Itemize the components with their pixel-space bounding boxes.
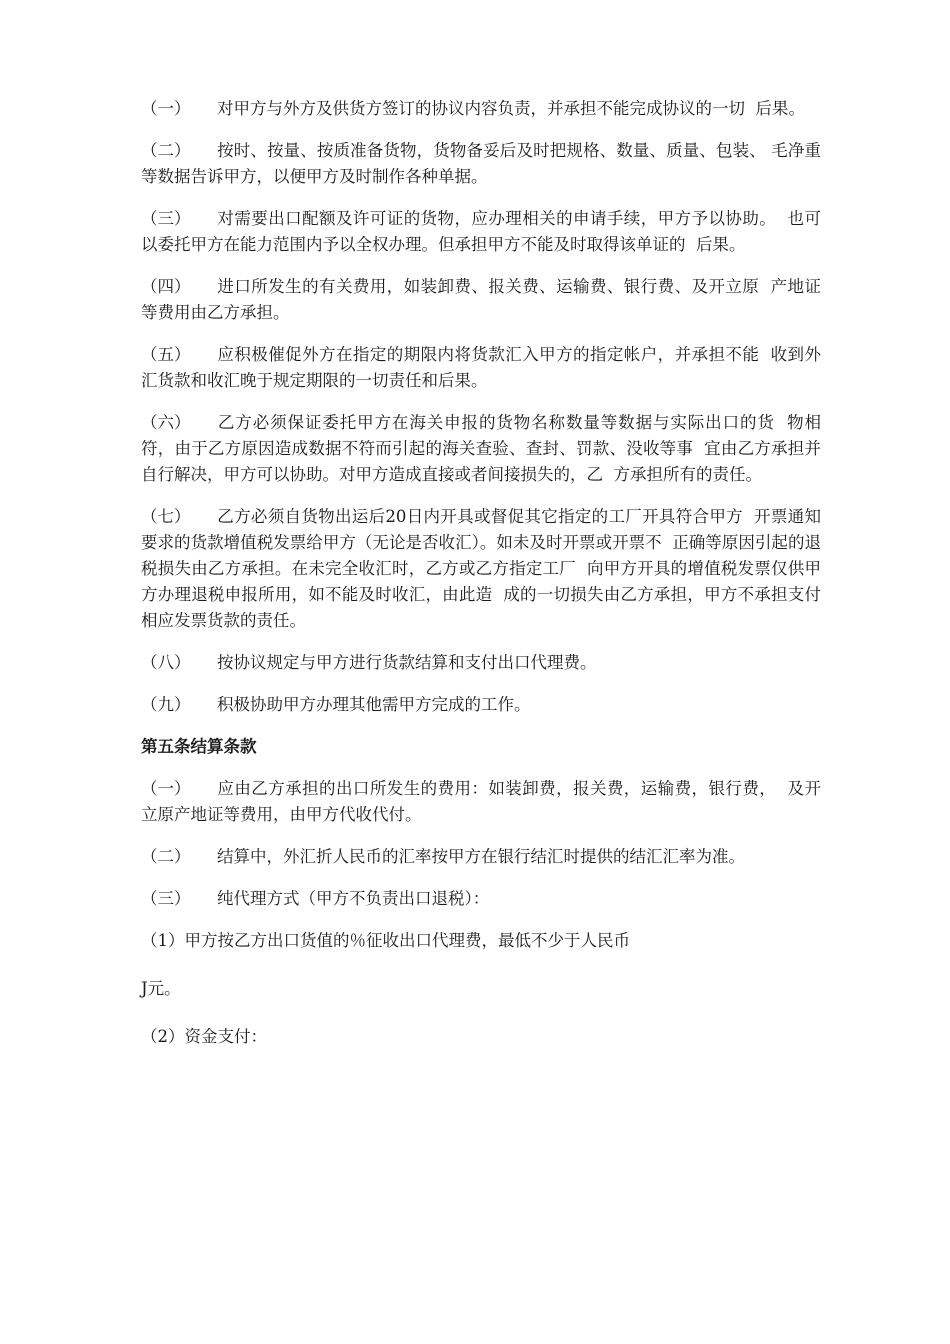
- clause-text: 按时、按量、按质准备货物，货物备妥后及时把规格、数量、质量、包装、 毛净重等数据告诉甲方，以便甲方及时制作各种单据。: [141, 141, 821, 186]
- clause-number: （三）: [141, 209, 191, 228]
- sub-clause-1-continuation: J元。: [141, 979, 181, 998]
- clause-number: （二）: [141, 847, 191, 866]
- section-heading: 第五条结算条款: [141, 737, 257, 756]
- clause-text: 对需要出口配额及许可证的货物，应办理相关的申请手续，甲方予以协助。 也可以委托甲方在能力范围内予以全权办理。但承担甲方不能及时取得该单证的 后果。: [141, 209, 821, 254]
- clause-text: 进口所发生的有关费用，如装卸费、报关费、运输费、银行费、及开立原 产地证等费用由乙方承担。: [141, 277, 821, 322]
- clause-5-1: [141, 776, 821, 828]
- sub-clause-2: （2）资金支付：: [141, 1027, 267, 1046]
- clause-4-4: [141, 274, 821, 326]
- clause-4-8: [141, 650, 821, 676]
- clause-number: （三）: [141, 889, 191, 908]
- clause-text: 应积极催促外方在指定的期限内将货款汇入甲方的指定帐户，并承担不能 收到外汇货款和收汇晚于规定期限的一切责任和后果。: [141, 345, 821, 390]
- clause-number: （五）: [141, 345, 191, 364]
- clause-4-5: [141, 342, 821, 394]
- clause-5-3: [141, 886, 821, 912]
- clause-number: （四）: [141, 277, 191, 296]
- clause-text: 纯代理方式（甲方不负责出口退税）：: [217, 889, 490, 908]
- sub-clause-1: （1）甲方按乙方出口货值的％征收出口代理费，最低不少于人民币: [141, 931, 630, 950]
- clause-text: 对甲方与外方及供货方签订的协议内容负责，并承担不能完成协议的一切 后果。: [217, 99, 805, 118]
- clause-text: 乙方必须自货物出运后20日内开具或督促其它指定的工厂开具符合甲方 开票通知要求的货款增值税发票给甲方（无论是否收汇）。如未及时开票或开票不 正确等原因引起的退税损失由乙方承担。在未完全收汇时，乙方或乙方指定工厂 向甲方开具的增值税发票仅供甲方办理退税申报所用，如不能及时收汇，由此造 成的一切损失由乙方承担，甲方不承担支付相应发票货款的责任。: [141, 507, 821, 630]
- clause-4-3: [141, 206, 821, 258]
- clause-number: （七）: [141, 507, 191, 526]
- clause-4-7: [141, 504, 821, 634]
- clause-4-2: [141, 138, 821, 190]
- clause-number: （六）: [141, 413, 191, 432]
- clause-text: 积极协助甲方办理其他需甲方完成的工作。: [217, 695, 531, 714]
- document-page: [141, 96, 821, 1066]
- clause-text: 乙方必须保证委托甲方在海关申报的货物名称数量等数据与实际出口的货 物相符，由于乙方原因造成数据不符而引起的海关查验、查封、罚款、没收等事 宜由乙方承担并自行解决，甲方可以协助。对甲方造成直接或者间接损失的，乙 方承担所有的责任。: [141, 413, 821, 484]
- clause-text: 应由乙方承担的出口所发生的费用：如装卸费，报关费，运输费，银行费， 及开立原产地证等费用，由甲方代收代付。: [141, 779, 821, 824]
- clause-number: （八）: [141, 653, 191, 672]
- clause-number: （二）: [141, 141, 191, 160]
- clause-number: （一）: [141, 99, 191, 118]
- clause-4-6: [141, 410, 821, 488]
- clause-number: （九）: [141, 695, 191, 714]
- clause-number: （一）: [141, 779, 191, 798]
- clause-5-2: [141, 844, 821, 870]
- clause-4-9: [141, 692, 821, 718]
- clause-4-1: [141, 96, 821, 122]
- clause-text: 结算中，外汇折人民币的汇率按甲方在银行结汇时提供的结汇汇率为准。: [217, 847, 745, 866]
- clause-text: 按协议规定与甲方进行货款结算和支付出口代理费。: [217, 653, 597, 672]
